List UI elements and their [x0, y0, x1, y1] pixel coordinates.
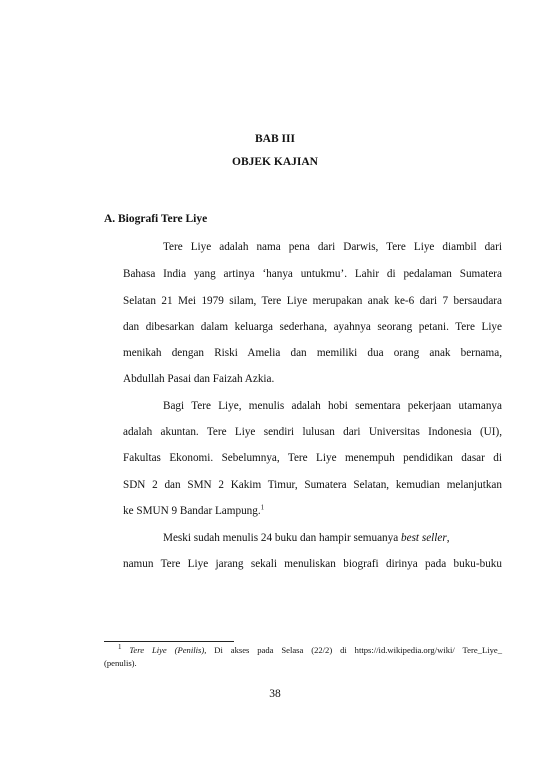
- chapter-title: OBJEK KAJIAN: [232, 156, 318, 168]
- paragraph-line: Abdullah Pasai dan Faizah Azkia.: [123, 373, 275, 385]
- section-marker: A.: [104, 213, 116, 225]
- paragraph-line: Fakultas Ekonomi. Sebelumnya, Tere Liye menempuh pendidikan dasar di: [123, 452, 502, 464]
- line-text: ke SMUN 9 Bandar Lampung.: [123, 505, 261, 517]
- footnote-italic: Tere Liye (Penilis),: [129, 645, 207, 655]
- footnote-number: 1: [118, 643, 122, 652]
- paragraph-line: dan dibesarkan dalam keluarga sederhana, ayahnya seorang petani. Tere Liye: [123, 321, 502, 333]
- section-heading: [104, 213, 207, 225]
- paragraph-line: Bagi Tere Liye, menulis adalah hobi sementara pekerjaan utamanya: [163, 400, 502, 412]
- page-number: 38: [269, 688, 281, 700]
- paragraph-line: [123, 505, 502, 517]
- paragraph-line: namun Tere Liye jarang sekali menuliskan biografi dirinya pada buku-buku: [123, 558, 502, 570]
- paragraph-line: Tere Liye adalah nama pena dari Darwis, Tere Liye diambil dari: [163, 241, 502, 253]
- italic-phrase: best seller: [401, 532, 447, 544]
- footnote-reference[interactable]: 1: [260, 503, 265, 512]
- chapter-number: BAB III: [255, 133, 295, 145]
- paragraph-line: Selatan 21 Mei 1979 silam, Tere Liye merupakan anak ke-6 dari 7 bersaudara: [123, 295, 502, 307]
- paragraph-line: SDN 2 dan SMN 2 Kakim Timur, Sumatera Selatan, kemudian melanjutkan: [123, 479, 502, 491]
- paragraph-line: adalah akuntan. Tere Liye sendiri lulusan dari Universitas Indonesia (UI),: [123, 426, 502, 438]
- line-text: Meski sudah menulis 24 buku dan hampir semuanya: [163, 532, 402, 544]
- section-title: Biografi Tere Liye: [118, 213, 208, 225]
- paragraph-line: menikah dengan Riski Amelia dan memiliki dua orang anak bernama,: [123, 347, 502, 359]
- paragraph-line: Bahasa India yang artinya ‘hanya untukmu’. Lahir di pedalaman Sumatera: [123, 268, 502, 280]
- footnote: [104, 645, 502, 655]
- line-tail: ,: [446, 532, 450, 544]
- footnote-continuation: (penulis).: [104, 658, 137, 668]
- footnote-divider: [104, 641, 234, 642]
- paragraph-line: [123, 532, 502, 544]
- footnote-text: Di akses pada Selasa (22/2) di https://id.wikipedia.org/wiki/ Tere_Liye_: [206, 645, 503, 655]
